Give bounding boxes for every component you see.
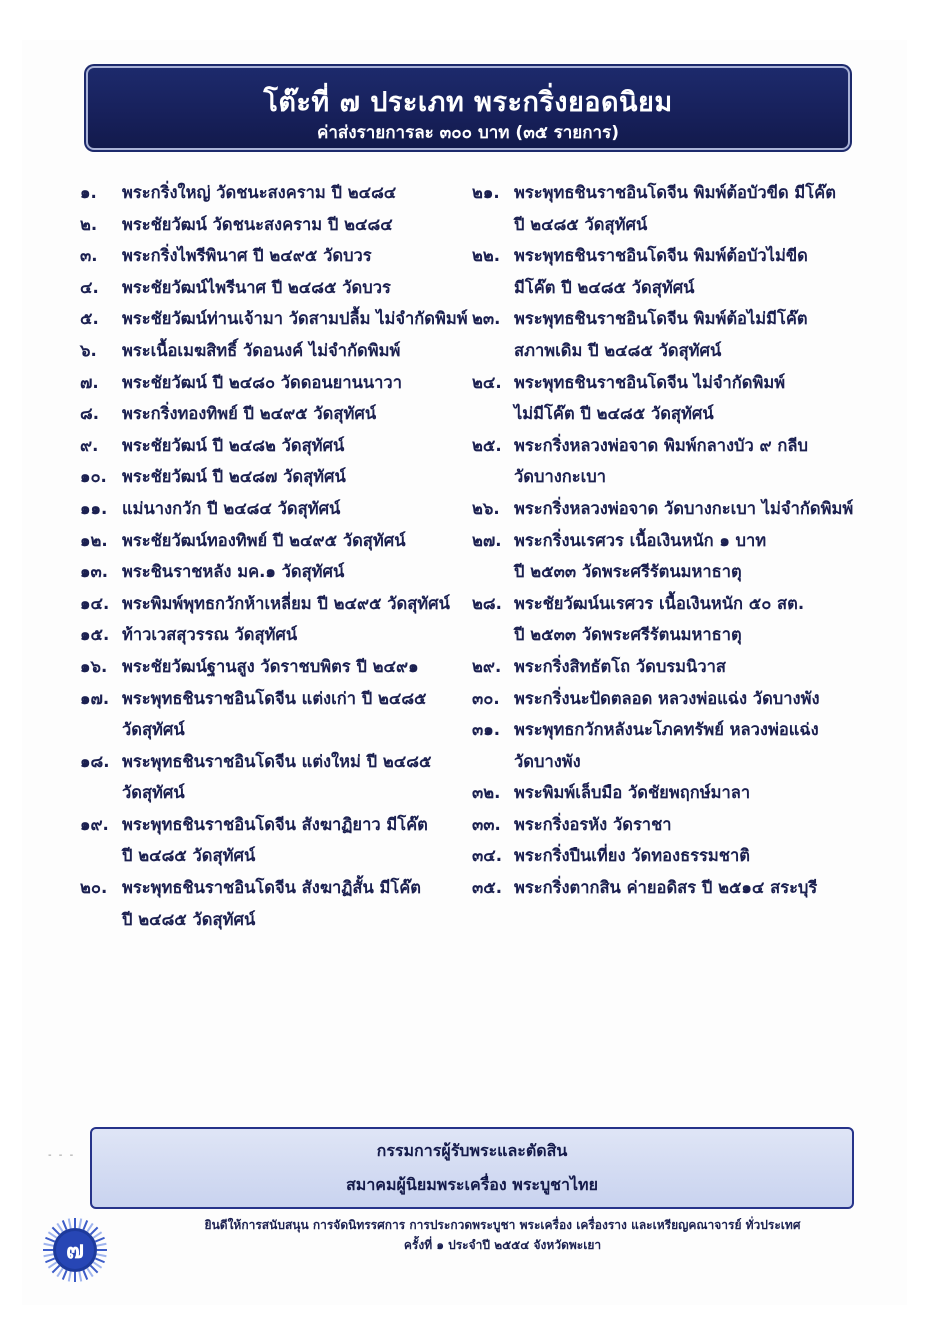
item-text-line: พระพุทธชินราชอินโดจีน พิมพ์ต้อบัวไม่ขีด <box>514 246 808 266</box>
item-text-line: ไม่มีโค๊ต ปี ๒๔๘๕ วัดสุทัศน์ <box>514 404 714 424</box>
item-text <box>514 714 872 777</box>
page-subtitle: ค่าส่งรายการละ ๓๐๐ บาท (๓๕ รายการ) <box>317 123 619 143</box>
item-text <box>122 872 470 935</box>
list-item <box>80 872 470 935</box>
item-number: ๓๑. <box>472 720 501 740</box>
item-text-line: พระกริ่งใหญ่ วัดชนะสงคราม ปี ๒๔๘๔ <box>122 183 397 202</box>
item-text-line: ปี ๒๕๓๓ วัดพระศรีรัตนมหาธาตุ <box>514 625 742 645</box>
item-text-line: พระพุทธชินราชอินโดจีน แต่งใหม่ ปี ๒๔๘๕ <box>122 751 432 771</box>
item-number: ๘. <box>80 404 99 424</box>
item-text <box>514 588 872 651</box>
item-text <box>122 683 470 746</box>
item-text-line: พระกริ่งหลวงพ่อจาด วัดบางกะเบา ไม่จำกัดพิมพ์ <box>514 498 854 518</box>
item-number: ๒. <box>80 214 98 234</box>
item-number: ๓. <box>80 246 98 266</box>
list-item <box>80 525 470 557</box>
item-text <box>514 525 872 588</box>
item-number: ๑๑. <box>80 498 108 518</box>
list-item <box>80 398 470 430</box>
item-text-line: วัดสุทัศน์ <box>122 720 185 740</box>
association-name: สมาคมผู้นิยมพระเครื่อง พระบูชาไทย <box>346 1175 598 1194</box>
item-text-line: พระชินราชหลัง มค.๑ วัดสุทัศน์ <box>122 562 345 582</box>
item-number: ๑๔. <box>80 593 110 613</box>
item-number: ๑๓. <box>80 562 109 582</box>
item-text-line: ท้าวเวสสุวรรณ วัดสุทัศน์ <box>122 625 298 645</box>
item-text-line: วัดบางกะเบา <box>514 467 607 487</box>
item-text <box>122 746 470 809</box>
item-text-line: พระชัยวัฒน์ไพรีนาศ ปี ๒๔๘๕ วัดบวร <box>122 277 391 297</box>
item-text <box>514 367 872 430</box>
item-text-line: สภาพเดิม ปี ๒๔๘๕ วัดสุทัศน์ <box>514 340 722 360</box>
item-number: ๒๐. <box>80 878 108 898</box>
item-text-line: พระชัยวัฒน์ฐานสูง วัดราชบพิตร ปี ๒๔๙๑ <box>122 656 419 676</box>
item-text-line: พระกริ่งนเรศวร เนื้อเงินหนัก ๑ บาท <box>514 530 767 550</box>
item-text <box>122 430 470 462</box>
item-number: ๒๑. <box>472 183 500 202</box>
list-item <box>472 714 872 777</box>
item-text-line: พระกริ่งอรหัง วัดราชา <box>514 814 672 834</box>
item-number: ๒๗. <box>472 530 502 550</box>
item-text <box>122 209 470 241</box>
item-number: ๑๗. <box>80 688 110 708</box>
list-item <box>472 367 872 430</box>
page-number-badge <box>42 1217 108 1283</box>
list-item <box>80 272 470 304</box>
item-text <box>514 840 872 872</box>
item-number: ๑๙. <box>80 814 109 834</box>
item-text-line: ปี ๒๔๘๕ วัดสุทัศน์ <box>122 909 256 929</box>
list-item <box>472 683 872 715</box>
list-item <box>80 746 470 809</box>
list-item <box>472 651 872 683</box>
item-text <box>514 809 872 841</box>
list-item <box>80 367 470 399</box>
item-text-line: พระพิมพ์พุทธกวักห้าเหลี่ยม ปี ๒๔๙๕ วัดสุทัศน์ <box>122 593 450 613</box>
list-item <box>80 335 470 367</box>
list-item <box>80 177 470 209</box>
item-text-line: วัดบางพัง <box>514 751 581 771</box>
list-item <box>472 177 872 240</box>
item-text <box>122 335 470 367</box>
page-title: โต๊ะที่ ๗ ประเภท พระกริ่งยอดนิยม <box>263 87 673 118</box>
item-text <box>122 493 470 525</box>
item-text <box>514 777 872 809</box>
list-item <box>472 493 872 525</box>
item-number: ๑. <box>80 183 97 202</box>
item-text-line: พระชัยวัฒน์ ปี ๒๔๘๐ วัดดอนยานนาวา <box>122 372 402 392</box>
item-number: ๒๓. <box>472 309 501 329</box>
item-text <box>514 177 872 240</box>
item-text <box>514 683 872 715</box>
item-text <box>122 525 470 557</box>
left-column-list <box>80 177 470 935</box>
item-number: ๒๙. <box>472 656 502 676</box>
list-item <box>472 840 872 872</box>
item-text-line: ปี ๒๕๓๓ วัดพระศรีรัตนมหาธาตุ <box>514 562 742 582</box>
list-item <box>472 303 872 366</box>
item-text-line: พระกริ่งสิทธัตโถ วัดบรมนิวาส <box>514 656 726 676</box>
list-item <box>80 651 470 683</box>
item-text-line: มีโค๊ต ปี ๒๔๘๕ วัดสุทัศน์ <box>514 277 695 297</box>
item-text-line: ปี ๒๔๘๕ วัดสุทัศน์ <box>514 214 648 234</box>
list-item <box>472 809 872 841</box>
item-text-line: พระพุทธชินราชอินโดจีน สังฆาฏิสั้น มีโค๊ต <box>122 878 421 898</box>
list-item <box>80 303 470 335</box>
item-number: ๙. <box>80 435 99 455</box>
list-item <box>80 588 470 620</box>
item-text <box>514 240 872 303</box>
item-text-line: พระกริ่งปืนเที่ยง วัดทองธรรมชาติ <box>514 846 750 866</box>
item-number: ๒๒. <box>472 246 501 266</box>
item-number: ๑๐. <box>80 467 107 487</box>
item-text <box>514 303 872 366</box>
list-item <box>80 461 470 493</box>
item-text <box>122 367 470 399</box>
item-text <box>514 651 872 683</box>
item-text-line: พระชัยวัฒน์ ปี ๒๔๘๒ วัดสุทัศน์ <box>122 435 345 455</box>
item-number: ๓๒. <box>472 783 501 803</box>
item-text-line: พระพุทธชินราชอินโดจีน พิมพ์ต้อบัวขีด มีโค๊ต <box>514 183 836 202</box>
item-text-line: พระชัยวัฒน์นเรศวร เนื้อเงินหนัก ๕๐ สต. <box>514 593 805 613</box>
item-number: ๓๕. <box>472 878 503 898</box>
item-text <box>122 556 470 588</box>
list-item <box>472 525 872 588</box>
list-item <box>80 493 470 525</box>
item-text-line: พระชัยวัฒน์ท่านเจ้ามา วัดสามปลื้ม ไม่จำกัดพิมพ์ <box>122 309 468 329</box>
list-item <box>80 556 470 588</box>
list-item <box>80 809 470 872</box>
header-banner <box>88 68 848 148</box>
decorative-dashes: - - - <box>48 1150 76 1161</box>
page-number: ๗ <box>65 1236 85 1264</box>
item-text <box>122 809 470 872</box>
item-text-line: พระชัยวัฒน์ทองทิพย์ ปี ๒๔๙๕ วัดสุทัศน์ <box>122 530 406 550</box>
item-text-line: พระกริ่งนะปัดตลอด หลวงพ่อแฉ่ง วัดบางพัง <box>514 688 820 708</box>
item-text-line: พระพุทธชินราชอินโดจีน ไม่จำกัดพิมพ์ <box>514 372 786 392</box>
item-text <box>122 177 470 209</box>
item-text-line: พระชัยวัฒน์ ปี ๒๔๘๗ วัดสุทัศน์ <box>122 467 346 487</box>
list-item <box>80 209 470 241</box>
list-item <box>472 430 872 493</box>
item-text-line: พระชัยวัฒน์ วัดชนะสงคราม ปี ๒๔๘๔ <box>122 214 393 234</box>
item-text-line: พระกริ่งทองทิพย์ ปี ๒๔๙๕ วัดสุทัศน์ <box>122 404 377 424</box>
list-item <box>472 588 872 651</box>
item-text-line: พระพุทธชินราชอินโดจีน แต่งเก่า ปี ๒๔๘๕ <box>122 688 427 708</box>
item-number: ๑๒. <box>80 530 108 550</box>
footer-note-line-1: ยินดีให้การสนับสนุน การจัดนิทรรศการ การประกวดพระบูชา พระเครื่อง เครื่องราง และเหรียญคณาจารย์ ทั่วประเทศ <box>204 1218 801 1232</box>
list-item <box>472 777 872 809</box>
item-text-line: พระกริ่งตากสิน ค่ายอดิสร ปี ๒๕๑๔ สระบุรี <box>514 878 818 898</box>
item-text <box>514 493 872 525</box>
item-number: ๒๔. <box>472 372 502 392</box>
item-text-line: พระพุทธกวักหลังนะโภคทรัพย์ หลวงพ่อแฉ่ง <box>514 720 819 740</box>
item-text-line: พระพุทธชินราชอินโดจีน พิมพ์ต้อไม่มีโค๊ต <box>514 309 808 329</box>
list-item <box>80 430 470 462</box>
item-number: ๗. <box>80 372 99 392</box>
footer-note-line-2: ครั้งที่ ๑ ประจำปี ๒๕๕๔ จังหวัดพะเยา <box>403 1238 602 1252</box>
item-number: ๓๔. <box>472 846 503 866</box>
list-item <box>472 872 872 904</box>
footer-committee-box <box>90 1127 854 1209</box>
list-item <box>472 240 872 303</box>
item-number: ๒๖. <box>472 498 500 518</box>
list-item <box>80 619 470 651</box>
item-text-line: พระเนื้อเมฆสิทธิ์ วัดอนงค์ ไม่จำกัดพิมพ์ <box>122 340 401 360</box>
item-text <box>122 461 470 493</box>
item-text-line: แม่นางกวัก ปี ๒๔๘๔ วัดสุทัศน์ <box>122 498 341 518</box>
item-text <box>122 619 470 651</box>
item-number: ๓๐. <box>472 688 500 708</box>
item-text <box>122 651 470 683</box>
item-number: ๑๕. <box>80 625 110 645</box>
right-column-list <box>472 177 872 904</box>
item-text <box>122 240 470 272</box>
item-text <box>514 430 872 493</box>
item-number: ๑๖. <box>80 656 108 676</box>
item-number: ๑๘. <box>80 751 110 771</box>
item-number: ๒๕. <box>472 435 502 455</box>
item-text-line: พระพุทธชินราชอินโดจีน สังฆาฏิยาว มีโค๊ต <box>122 814 428 834</box>
item-number: ๖. <box>80 340 97 360</box>
item-number: ๒๘. <box>472 593 502 613</box>
item-text <box>122 272 470 304</box>
item-text <box>122 588 470 620</box>
item-text-line: ปี ๒๔๘๕ วัดสุทัศน์ <box>122 846 256 866</box>
item-text-line: พระกริ่งไพรีพินาศ ปี ๒๔๙๕ วัดบวร <box>122 246 372 266</box>
item-text <box>514 872 872 904</box>
item-text <box>122 398 470 430</box>
list-item <box>80 240 470 272</box>
item-number: ๔. <box>80 277 99 297</box>
list-item <box>80 683 470 746</box>
item-number: ๕. <box>80 309 99 329</box>
item-text-line: วัดสุทัศน์ <box>122 783 185 803</box>
committee-title: กรรมการผู้รับพระและตัดสิน <box>376 1141 568 1160</box>
item-text-line: พระพิมพ์เล็บมือ วัดชัยพฤกษ์มาลา <box>514 783 751 803</box>
item-number: ๓๓. <box>472 814 501 834</box>
item-text <box>122 303 470 335</box>
item-text-line: พระกริ่งหลวงพ่อจาด พิมพ์กลางบัว ๙ กลีบ <box>514 435 808 455</box>
